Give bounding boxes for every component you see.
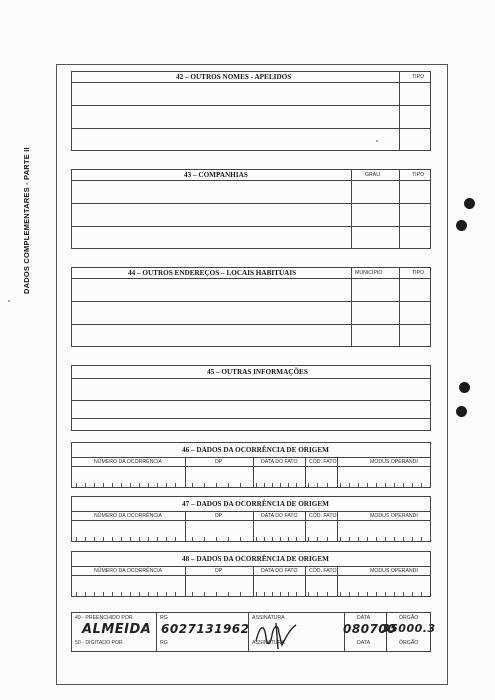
section-42 — [71, 71, 431, 151]
footer-rg-label: RG — [160, 615, 168, 621]
section-44-col-municipio: MUNICÍPIO — [355, 270, 383, 276]
section-45 — [71, 365, 431, 431]
occ-col-dp: DP — [215, 513, 223, 519]
occ-col-data-fato: DATA DO FATO — [261, 459, 298, 465]
binder-hole-3 — [459, 382, 470, 393]
occ-col-modus: MODUS OPERANDI — [370, 459, 418, 465]
footer-orgao-label-2: ÓRGÃO — [399, 640, 419, 646]
occ-col-cod-fato: CÓD. FATO — [309, 459, 337, 465]
section-43-col-tipo: TIPO — [412, 172, 425, 178]
section-42-title: 42 – OUTROS NOMES - APELIDOS — [176, 73, 292, 81]
footer-orgao-label: ÓRGÃO — [399, 615, 419, 621]
footer-data-label-2: DATA — [357, 640, 371, 646]
side-label: DADOS COMPLEMENTARES - PARTE II — [22, 147, 31, 294]
occ-col-modus: MODUS OPERANDI — [370, 513, 418, 519]
binder-hole-4 — [456, 406, 467, 417]
section-44 — [71, 267, 431, 347]
occ-col-dp: DP — [215, 568, 223, 574]
handwritten-data: 080700 — [343, 622, 397, 636]
section-43 — [71, 169, 431, 249]
footer-signatures — [71, 612, 436, 652]
section-44-title: 44 – OUTROS ENDEREÇOS – LOCAIS HABITUAIS — [128, 269, 297, 277]
handwritten-orgao: 35000.3 — [382, 622, 436, 635]
occ-col-numero: NÚMERO DA OCORRÊNCIA — [94, 459, 163, 465]
binder-hole-1 — [464, 198, 475, 209]
occ-col-cod-fato: CÓD. FATO — [309, 513, 337, 519]
occ-col-numero: NÚMERO DA OCORRÊNCIA — [94, 568, 163, 574]
footer-digitado-label: 50 - DIGITADO POR — [75, 640, 123, 646]
signature-scribble — [252, 617, 322, 651]
section-46-title: 46 – DADOS DA OCORRÊNCIA DE ORIGEM — [182, 446, 329, 454]
section-46 — [71, 442, 431, 488]
occ-col-data-fato: DATA DO FATO — [261, 513, 298, 519]
section-47 — [71, 496, 431, 542]
handwritten-preenchido: ALMEIDA — [82, 622, 152, 637]
section-47-title: 47 – DADOS DA OCORRÊNCIA DE ORIGEM — [182, 500, 329, 508]
section-43-col-grau: GRAU — [365, 172, 380, 178]
handwritten-rg: 6027131962 — [161, 622, 250, 636]
occ-col-numero: NÚMERO DA OCORRÊNCIA — [94, 513, 163, 519]
footer-data-label: DATA — [357, 615, 371, 621]
occ-col-modus: MODUS OPERANDI — [370, 568, 418, 574]
section-48-title: 48 – DADOS DA OCORRÊNCIA DE ORIGEM — [182, 555, 329, 563]
occ-col-data-fato: DATA DO FATO — [261, 568, 298, 574]
occ-col-dp: DP — [215, 459, 223, 465]
footer-assinatura-label: ASSINATURA — [252, 615, 285, 621]
section-44-col-tipo: TIPO — [412, 270, 425, 276]
section-48 — [71, 551, 431, 597]
footer-rg-label-2: RG — [160, 640, 168, 646]
binder-hole-2 — [456, 220, 467, 231]
section-45-title: 45 – OUTRAS INFORMAÇÕES — [207, 368, 308, 376]
footer-assinatura-label-2: ASSINATURA — [252, 640, 285, 646]
section-42-col-tipo: TIPO — [412, 74, 425, 80]
footer-preenchido-label: 49 - PREENCHIDO POR — [75, 615, 133, 621]
occ-col-cod-fato: CÓD. FATO — [309, 568, 337, 574]
section-43-title: 43 – COMPANHIAS — [184, 171, 248, 179]
